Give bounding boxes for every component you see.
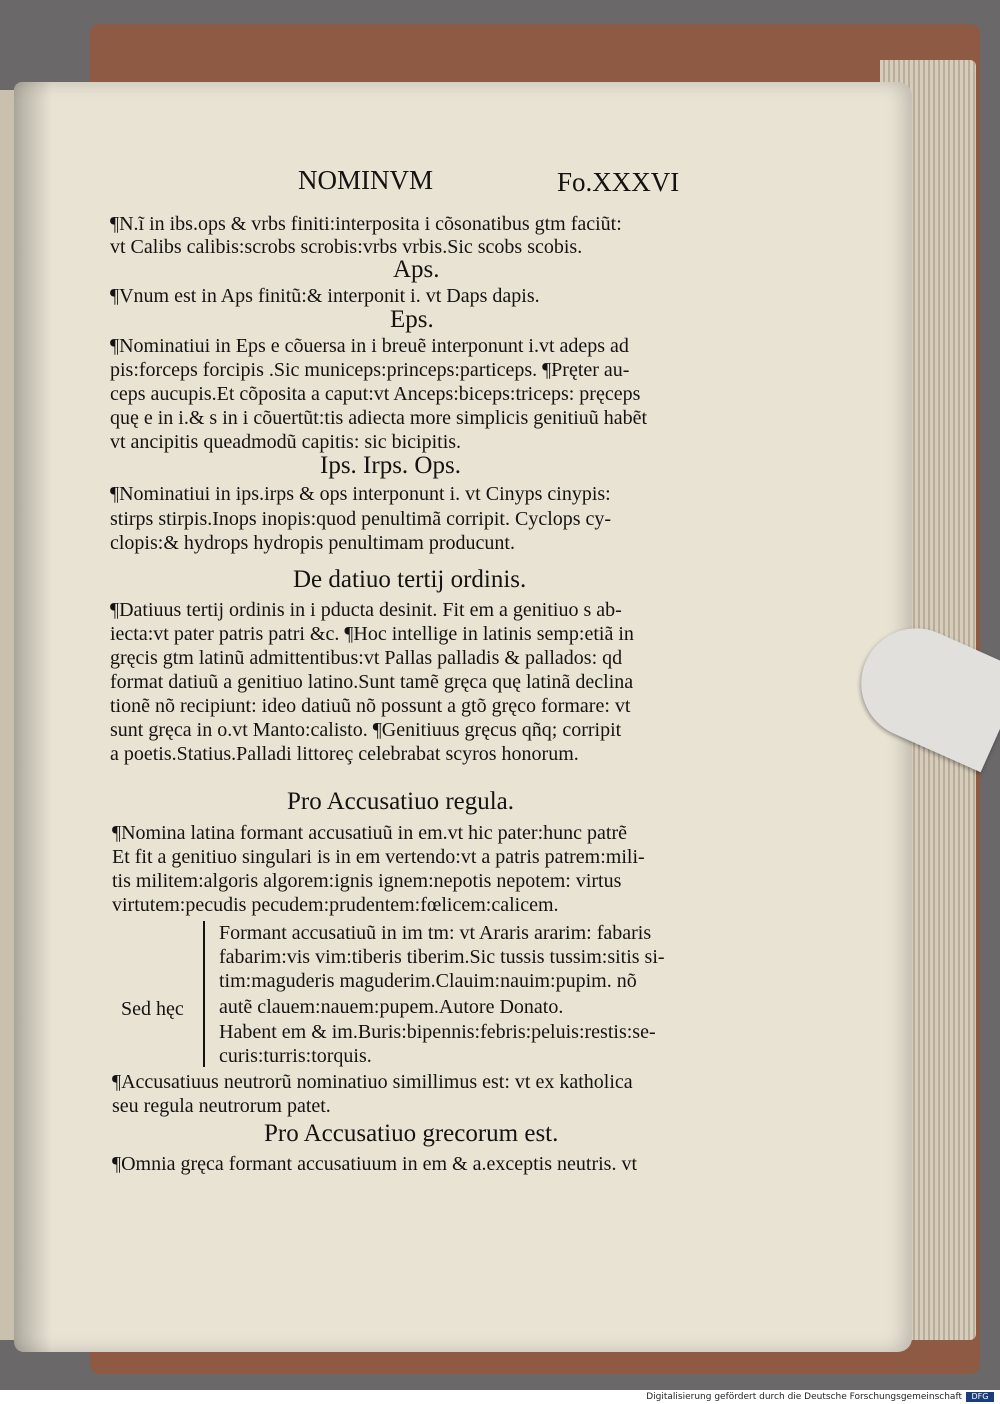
folio-number: Fo.XXXVI: [557, 167, 680, 197]
running-head: NOMINVM: [298, 165, 433, 195]
footer-credit: Digitalisierung gefördert durch die Deutsche Forschungsgemeinschaft: [646, 1392, 962, 1402]
text-line: Formant accusatiuũ in im tm: vt Araris ararim: fabaris: [219, 922, 652, 944]
text-line: ¶Accusatiuus neutrorũ nominatiuo simillimus est: vt ex katholica: [112, 1071, 633, 1093]
text-line: sunt gręca in o.vt Manto:calisto. ¶Genitiuus gręcus qñq; corripit: [110, 719, 622, 741]
text-line: ¶Nominatiui in Eps e cõuersa in i breuẽ interponunt i.vt adeps ad: [110, 335, 629, 357]
text-line: ¶Omnia gręca formant accusatiuum in em & a.exceptis neutris. vt: [112, 1153, 637, 1175]
text-line: stirps stirpis.Inops inopis:quod penultimã corripit. Cyclops cy-: [110, 508, 612, 530]
section-heading: Eps.: [390, 306, 434, 333]
text-line: Et fit a genitiuo singulari is in em vertendo:vt a patris patrem:mili-: [112, 846, 645, 868]
text-line: tionẽ nõ recipiunt: ideo datiuũ nõ possunt a gtõ gręco formare: vt: [110, 695, 631, 717]
text-line: ceps aucupis.Et cõposita a caput:vt Anceps:biceps:triceps: pręceps: [110, 383, 641, 405]
text-line: ¶N.ĩ in ibs.ops & vrbs finiti:interposita i cõsonatibus gtm faciũt:: [110, 213, 622, 235]
section-heading: Pro Accusatiuo grecorum est.: [264, 1120, 559, 1147]
text-line: clopis:& hydrops hydropis penultimam producunt.: [110, 532, 515, 554]
text-line: ¶Vnum est in Aps finitũ:& interponit i. vt Daps dapis.: [110, 285, 540, 307]
section-heading: Pro Accusatiuo regula.: [287, 788, 515, 815]
text-line: vt Calibs calibis:scrobs scrobis:vrbs vrbis.Sic scobs scobis.: [110, 236, 583, 258]
text-line: gręcis gtm latinũ admittentibus:vt Pallas palladis & pallados: qd: [110, 647, 623, 669]
text-line: fabarim:vis vim:tiberis tiberim.Sic tussis tussim:sitis si-: [219, 946, 665, 968]
footer-bar: [0, 1390, 1000, 1404]
text-line: virtutem:pecudis pecudem:prudentem:fœlicem:calicem.: [112, 894, 559, 916]
margin-note: Sed hęc: [121, 998, 184, 1020]
text-line: quę e in i.& s in i cõuertũt:tis adiecta more simplicis genitiuũ habẽt: [110, 407, 648, 429]
text-line: a poetis.Statius.Palladi littoreç celebrabat scyros honorum.: [110, 743, 579, 765]
text-line: autẽ clauem:nauem:pupem.Autore Donato.: [219, 996, 564, 1018]
text-line: ¶Datiuus tertij ordinis in i pducta desinit. Fit em a genitiuo s ab-: [110, 599, 622, 621]
text-line: curis:turris:torquis.: [219, 1045, 372, 1067]
text-line: ¶Nominatiui in ips.irps & ops interponunt i. vt Cinyps cinypis:: [110, 483, 611, 505]
text-line: pis:forceps forcipis .Sic municeps:princeps:particeps. ¶Pręter au-: [110, 359, 630, 381]
bracket-brace: [203, 921, 215, 1067]
text-line: iecta:vt pater patris patri &c. ¶Hoc intellige in latinis semp:etiã in: [110, 623, 634, 645]
text-line: vt ancipitis queadmodũ capitis: sic bicipitis.: [110, 431, 462, 453]
dfg-logo: DFG: [966, 1392, 994, 1402]
section-heading: Aps.: [393, 256, 440, 283]
section-heading: Ips. Irps. Ops.: [320, 452, 461, 479]
text-line: seu regula neutrorum patet.: [112, 1095, 331, 1117]
text-line: Habent em & im.Buris:bipennis:febris:peluis:restis:se-: [219, 1021, 656, 1043]
section-heading: De datiuo tertij ordinis.: [293, 566, 527, 593]
text-line: ¶Nomina latina formant accusatiuũ in em.vt hic pater:hunc patrẽ: [112, 822, 627, 844]
text-line: tim:maguderis maguderim.Clauim:nauim:pupim. nõ: [219, 970, 637, 992]
text-line: format datiuũ a genitiuo latino.Sunt tamẽ gręca quę latinã declina: [110, 671, 634, 693]
text-line: tis militem:algoris algorem:ignis ignem:nepotis nepotem: virtus: [112, 870, 622, 892]
